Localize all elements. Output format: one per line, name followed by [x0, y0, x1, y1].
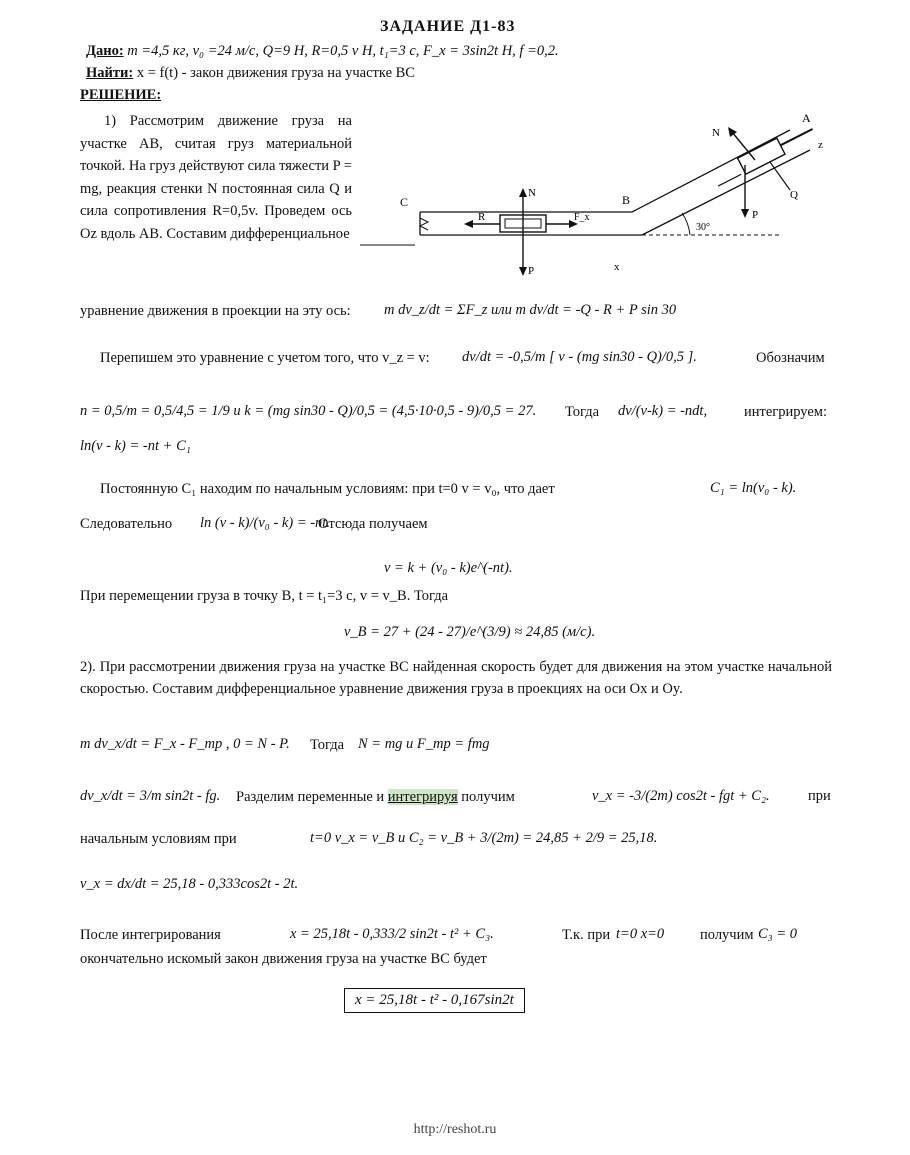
- paragraph-1: 1) Рассмотрим движение груза на участке AB, считая груз материальной точкой. На груз действуют сила тяжести P = mg, реакция стенки N постоянная сила Q и сила сопротивления R=0,5v. Проведем ось Oz вдоль AB. Составим дифференциальное: [80, 113, 352, 242]
- label-b: B: [622, 193, 631, 207]
- equation-8b: N = mg и F_тр = fmg: [358, 736, 490, 752]
- equation-6: v = k + (v₀ - k)e^(-nt).: [384, 560, 513, 576]
- label-z: z: [818, 139, 823, 151]
- given-line: [86, 40, 559, 62]
- label-q: Q: [790, 189, 798, 201]
- paragraph-3-end: Тогда: [565, 404, 600, 420]
- label-x: x: [614, 261, 620, 273]
- equation-12b: t=0 x=0: [616, 926, 665, 942]
- equation-10-prefix: при: [808, 788, 831, 804]
- paragraph-13: окончательно искомый закон движения груза на участке BC будет: [80, 951, 487, 967]
- find-line: [86, 62, 415, 84]
- equation-12: x = 25,18t - 0,333/2 sin2t - t² + C₃.: [290, 926, 494, 942]
- equation-5: ln (v - k)/(v₀ - k) = -nt.: [200, 515, 330, 531]
- equation-9: dv_x/dt = 3/m sin2t - fg.: [80, 788, 221, 804]
- paragraph-10: начальным условиям при: [80, 831, 237, 847]
- equation-2: dv/dt = -0,5/m [ v - (mg sin30 - Q)/0,5 ].: [462, 349, 697, 365]
- paragraph-12-end: получим: [700, 927, 754, 943]
- label-n-ab: N: [712, 127, 720, 139]
- label-p-bc: P: [528, 265, 535, 277]
- paragraph-12-tail: Т.к. при: [562, 927, 611, 943]
- given-label: Дано:: [86, 43, 124, 59]
- equation-9b: v_x = -3/(2m) cos2t - fgt + C₂.: [592, 788, 770, 804]
- paragraph-9-text: Разделим переменные и: [236, 789, 385, 805]
- label-a: A: [802, 111, 811, 125]
- label-r: R: [478, 211, 486, 223]
- label-n-bc: N: [528, 187, 536, 199]
- paragraph-9: [236, 786, 515, 808]
- label-p-ab: P: [752, 209, 759, 221]
- paragraph-9-highlight: интегрируя: [387, 789, 458, 805]
- paragraph-8-tail: Тогда: [310, 737, 345, 753]
- equation-11: v_x = dx/dt = 25,18 - 0,333cos2t - 2t.: [80, 876, 299, 892]
- given-values: m =4,5 кг, v₀ =24 м/с, Q=9 Н, R=0,5 v Н, t₁=3 с, F_x = 3sin2t Н, f =0,2.: [127, 43, 559, 59]
- solution-label: РЕШЕНИЕ:: [80, 87, 162, 103]
- paragraph-5-tail: Отсюда получаем: [318, 516, 428, 532]
- equation-1: m dv_z/dt = ΣF_z или m dv/dt = -Q - R + P sin 30: [384, 302, 677, 318]
- label-angle: 30°: [696, 222, 710, 233]
- equation-3a: n = 0,5/m = 0,5/4,5 = 1/9 и k = (mg sin30 - Q)/0,5 = (4,5·10·0,5 - 9)/0,5 = 27.: [80, 403, 537, 419]
- paragraph-9-tail: получим: [461, 789, 515, 805]
- equation-4: C₁ = ln(v₀ - k).: [710, 480, 797, 496]
- equation-12c: C₃ = 0: [758, 926, 797, 942]
- equation-8: m dv_x/dt = F_x - F_тр , 0 = N - P.: [80, 736, 290, 752]
- equation-3c: ln(v - k) = -nt + C₁: [80, 438, 191, 454]
- equation-10: t=0 v_x = v_B и C₂ = v_B + 3/(2m) = 24,85 + 2/9 = 25,18.: [310, 830, 658, 846]
- paragraph-4: Постоянную C₁ находим по начальным условиям: при t=0 v = v₀, что дает: [100, 481, 555, 497]
- paragraph-3-tail: интегрируем:: [744, 404, 828, 420]
- paragraph-12: После интегрирования: [80, 927, 221, 943]
- paragraph-2-end: Обозначим: [756, 350, 825, 366]
- answer-box: x = 25,18t - t² - 0,167sin2t: [344, 988, 525, 1013]
- page-title: ЗАДАНИЕ Д1-83: [380, 18, 516, 35]
- label-fx: F_x: [574, 212, 590, 223]
- equation-3b: dv/(v-k) = -ndt,: [618, 403, 708, 419]
- equation-7: v_B = 27 + (24 - 27)/e^(3/9) ≈ 24,85 (м/с).: [344, 624, 596, 640]
- label-c: C: [400, 195, 409, 209]
- mechanics-diagram: [360, 100, 830, 280]
- paragraph-7: 2). При рассмотрении движения груза на участке BC найденная скорость будет для движения на этом участке начальной скоростью. Составим дифференциальное уравнение движения груза в проекциях на оси Ox и Oy.: [80, 659, 832, 697]
- paragraph-2: Перепишем это уравнение с учетом того, что v_z = v:: [100, 350, 430, 366]
- find-text: x = f(t) - закон движения груза на участке BC: [136, 65, 415, 81]
- find-label: Найти:: [86, 65, 134, 81]
- paragraph-5: Следовательно: [80, 516, 173, 532]
- paragraph-1-end: уравнение движения в проекции на эту ось:: [80, 303, 351, 319]
- footer-url[interactable]: http://reshot.ru: [413, 1122, 497, 1137]
- paragraph-6: При перемещении груза в точку B, t = t₁=3 c, v = v_B. Тогда: [80, 588, 449, 604]
